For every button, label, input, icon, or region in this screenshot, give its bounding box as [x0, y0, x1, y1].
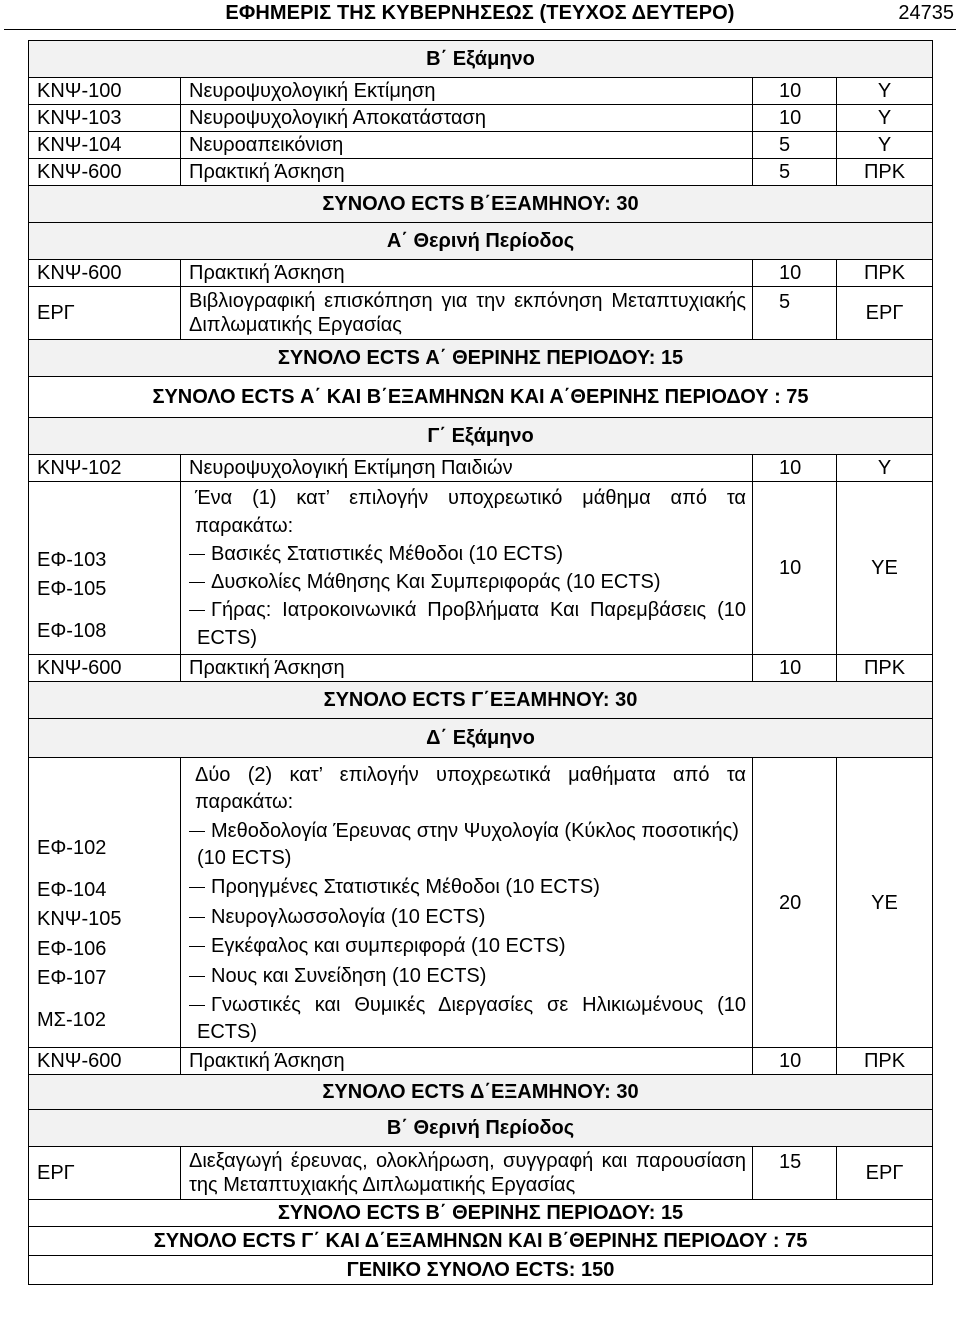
dash-marker [189, 946, 205, 947]
course-code: ΕΡΓ [29, 287, 181, 340]
elective-item: Εγκέφαλος και συμπεριφορά (10 ECTS) [211, 935, 566, 957]
course-type: Υ [837, 78, 933, 105]
elective-intro: Ένα (1) κατ’ επιλογήν υποχρεωτικό μάθημα από τα παρακάτω: [195, 487, 746, 537]
page-header [0, 0, 960, 30]
course-code: ΚΝΨ-600 [29, 1048, 181, 1075]
course-title: Πρακτική Άσκηση [181, 260, 753, 287]
total-row [29, 1200, 933, 1227]
course-ects: 10 [753, 78, 837, 105]
total-ab: ΣΥΝΟΛΟ ECTS Α΄ ΚΑΙ Β΄ΕΞΑΜΗΝΩΝ ΚΑΙ Α΄ΘΕΡΙΝΗΣ ΠΕΡΙΟΔΟΥ : 75 [29, 377, 933, 418]
course-type: ΥΕ [837, 758, 933, 1048]
course-title: Πρακτική Άσκηση [181, 1048, 753, 1075]
course-code: ΕΦ-105 [37, 578, 107, 600]
course-title: Νευροψυχολογική Εκτίμηση [181, 78, 753, 105]
course-ects: 10 [753, 655, 837, 682]
course-title: Νευροψυχολογική Εκτίμηση Παιδιών [181, 455, 753, 482]
dash-marker [189, 1005, 205, 1006]
course-ects: 10 [753, 105, 837, 132]
course-ects: 10 [753, 455, 837, 482]
course-type: ΠΡΚ [837, 655, 933, 682]
elective-intro: Δύο (2) κατ’ επιλογήν υποχρεωτικά μαθήματα από τα παρακάτω: [195, 764, 746, 813]
course-title: Νευροαπεικόνιση [181, 132, 753, 159]
page-number: 24735 [898, 2, 954, 24]
semester-heading-row [29, 719, 933, 758]
course-ects: 15 [753, 1147, 837, 1200]
dash-marker [189, 831, 205, 832]
course-code: ΚΝΨ-100 [29, 78, 181, 105]
elective-item: Γνωστικές και Θυμικές Διεργασίες σε Ηλικιωμένους (10 ECTS) [197, 994, 746, 1043]
semester-heading-row [29, 223, 933, 260]
course-ects: 10 [753, 260, 837, 287]
course-ects: 10 [753, 482, 837, 655]
table-row [29, 260, 933, 287]
total-cd: ΣΥΝΟΛΟ ECTS Γ΄ ΚΑΙ Δ΄ΕΞΑΜΗΝΩΝ ΚΑΙ Β΄ΘΕΡΙΝΗΣ ΠΕΡΙΟΔΟΥ : 75 [29, 1227, 933, 1256]
elective-item: Προηγμένες Στατιστικές Μέθοδοι (10 ECTS) [211, 876, 600, 898]
course-type: ΕΡΓ [837, 287, 933, 340]
dash-marker [189, 917, 205, 918]
course-type: ΕΡΓ [837, 1147, 933, 1200]
total-row [29, 186, 933, 223]
course-title: Πρακτική Άσκηση [181, 159, 753, 186]
table-row [29, 1147, 933, 1200]
total-row [29, 1075, 933, 1110]
summer-a-heading: Α΄ Θερινή Περίοδος [29, 223, 933, 260]
course-code: ΚΝΨ-103 [29, 105, 181, 132]
elective-description [181, 758, 753, 1048]
semester-d-heading: Δ΄ Εξάμηνο [29, 719, 933, 758]
elective-row [29, 758, 933, 1048]
table-row [29, 655, 933, 682]
semester-heading-row [29, 418, 933, 455]
course-type: Υ [837, 132, 933, 159]
course-code: ΕΦ-107 [37, 967, 107, 989]
course-title: Βιβλιογραφική επισκόπηση για την εκπόνηση Μεταπτυχιακής Διπλωματικής Εργασίας [181, 287, 753, 340]
dash-marker [189, 976, 205, 977]
semester-b-total: ΣΥΝΟΛΟ ECTS Β΄ΕΞΑΜΗΝΟΥ: 30 [29, 186, 933, 223]
course-code: ΚΝΨ-600 [29, 655, 181, 682]
elective-description [181, 482, 753, 655]
semester-heading-row [29, 1110, 933, 1147]
course-code: ΕΦ-104 [37, 878, 107, 901]
semester-c-heading: Γ΄ Εξάμηνο [29, 418, 933, 455]
total-row [29, 1256, 933, 1285]
table-row [29, 455, 933, 482]
course-code: ΚΝΨ-600 [29, 159, 181, 186]
course-code: ΜΣ-102 [37, 1008, 107, 1031]
summer-a-total: ΣΥΝΟΛΟ ECTS Α΄ ΘΕΡΙΝΗΣ ΠΕΡΙΟΔΟΥ: 15 [29, 340, 933, 377]
elective-item: Μεθοδολογία Έρευνας στην Ψυχολογία (Κύκλος ποσοτικής) (10 ECTS) [197, 820, 739, 869]
course-code: ΕΦ-108 [37, 619, 107, 642]
semester-c-total: ΣΥΝΟΛΟ ECTS Γ΄ΕΞΑΜΗΝΟΥ: 30 [29, 682, 933, 719]
table-row [29, 78, 933, 105]
elective-item: Νους και Συνείδηση (10 ECTS) [211, 964, 487, 987]
elective-item: Δυσκολίες Μάθησης Και Συμπεριφοράς (10 ECTS) [211, 571, 661, 593]
course-type: Υ [837, 455, 933, 482]
course-code: ΚΝΨ-104 [29, 132, 181, 159]
course-code: ΚΝΨ-102 [29, 455, 181, 482]
course-ects: 5 [753, 287, 837, 340]
dash-marker [189, 554, 205, 555]
course-type: ΠΡΚ [837, 260, 933, 287]
summer-b-total: ΣΥΝΟΛΟ ECTS Β΄ ΘΕΡΙΝΗΣ ΠΕΡΙΟΔΟΥ: 15 [29, 1200, 933, 1227]
course-ects: 5 [753, 159, 837, 186]
total-row [29, 682, 933, 719]
table-row [29, 287, 933, 340]
grand-total: ΓΕΝΙΚΟ ΣΥΝΟΛΟ ECTS: 150 [29, 1256, 933, 1285]
course-type: Υ [837, 105, 933, 132]
dash-marker [189, 610, 205, 611]
course-ects: 20 [753, 758, 837, 1048]
total-row [29, 340, 933, 377]
course-code: ΚΝΨ-105 [37, 908, 122, 930]
total-row [29, 1227, 933, 1256]
elective-row [29, 482, 933, 655]
gazette-title: ΕΦΗΜΕΡΙΣ ΤΗΣ ΚΥΒΕΡΝΗΣΕΩΣ (ΤΕΥΧΟΣ ΔΕΥΤΕΡΟ) [225, 2, 735, 24]
elective-codes [29, 482, 181, 655]
course-type: ΠΡΚ [837, 1048, 933, 1075]
total-row [29, 377, 933, 418]
table-row [29, 159, 933, 186]
course-title: Νευροψυχολογική Αποκατάσταση [181, 105, 753, 132]
course-title: Διεξαγωγή έρευνας, ολοκλήρωση, συγγραφή και παρουσίαση της Μεταπτυχιακής Διπλωματικής Εργασίας [181, 1147, 753, 1200]
table-row [29, 105, 933, 132]
dash-marker [189, 887, 205, 888]
curriculum-table [28, 40, 933, 1285]
course-code: ΚΝΨ-600 [29, 260, 181, 287]
table-row [29, 1048, 933, 1075]
course-code: ΕΦ-103 [37, 548, 107, 571]
semester-heading-row [29, 41, 933, 78]
semester-d-total: ΣΥΝΟΛΟ ECTS Δ΄ΕΞΑΜΗΝΟΥ: 30 [29, 1075, 933, 1110]
course-type: ΠΡΚ [837, 159, 933, 186]
dash-marker [189, 582, 205, 583]
semester-b-heading: Β΄ Εξάμηνο [29, 41, 933, 78]
course-title: Πρακτική Άσκηση [181, 655, 753, 682]
table-row [29, 132, 933, 159]
course-code: ΕΡΓ [29, 1147, 181, 1200]
course-code: ΕΦ-102 [37, 837, 107, 859]
elective-codes [29, 758, 181, 1048]
header-rule [4, 29, 956, 30]
course-type: ΥΕ [837, 482, 933, 655]
course-code: ΕΦ-106 [37, 937, 107, 960]
elective-item: Νευρογλωσσολογία (10 ECTS) [211, 905, 486, 928]
elective-item: Βασικές Στατιστικές Μέθοδοι (10 ECTS) [211, 543, 564, 565]
summer-b-heading: Β΄ Θερινή Περίοδος [29, 1110, 933, 1147]
course-ects: 10 [753, 1048, 837, 1075]
elective-item: Γήρας: Ιατροκοινωνικά Προβλήματα Και Παρεμβάσεις (10 ECTS) [197, 599, 746, 649]
course-ects: 5 [753, 132, 837, 159]
